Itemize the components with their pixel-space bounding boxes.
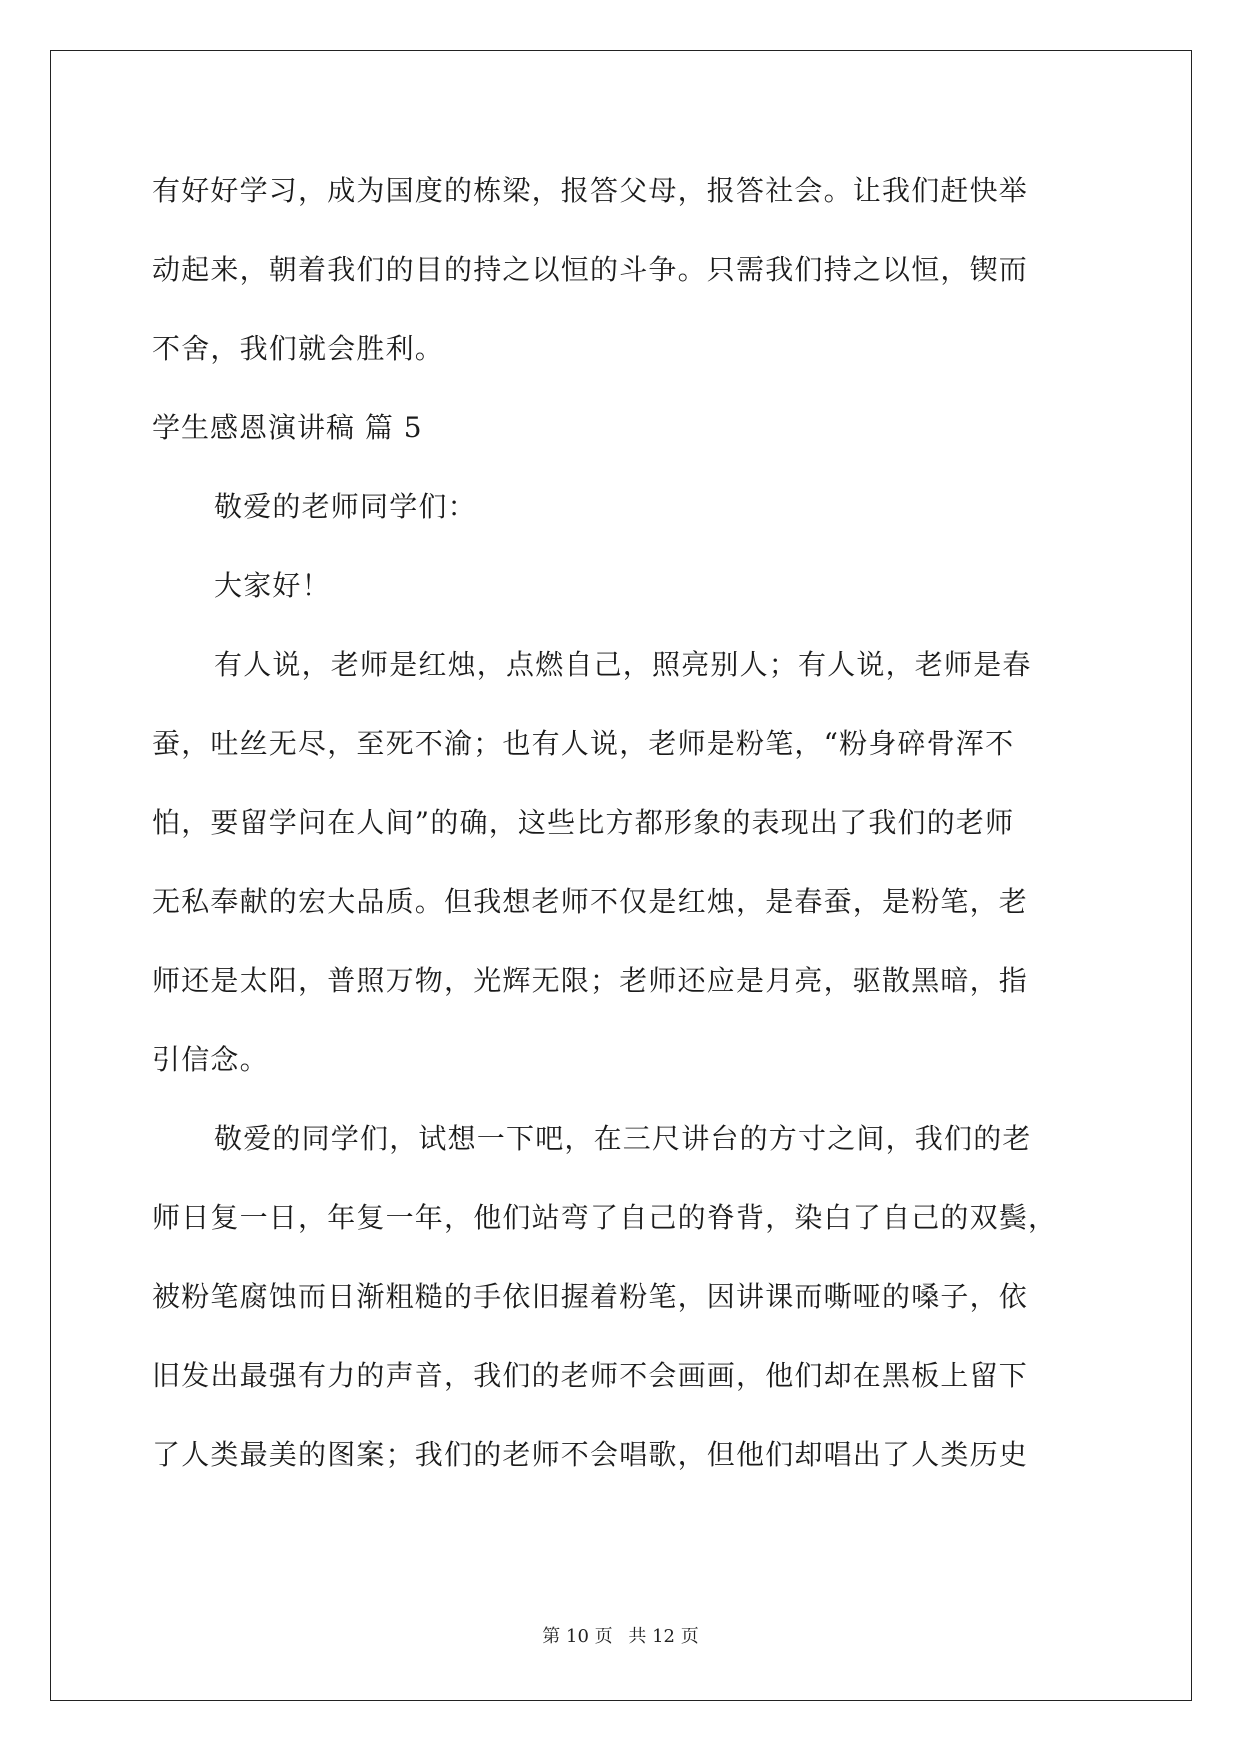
page-number: 第 10 页 xyxy=(542,1626,613,1647)
section-heading: 学生感恩演讲稿 篇 5 xyxy=(152,411,423,444)
body-line: 敬爱的同学们，试想一下吧，在三尺讲台的方寸之间，我们的老 xyxy=(214,1122,1032,1155)
salutation: 敬爱的老师同学们： xyxy=(214,490,477,523)
body-line: 不舍，我们就会胜利。 xyxy=(152,332,445,365)
body-line: 旧发出最强有力的声音，我们的老师不会画画，他们却在黑板上留下 xyxy=(152,1359,1029,1392)
body-line: 了人类最美的图案；我们的老师不会唱歌，但他们却唱出了人类历史 xyxy=(152,1438,1029,1471)
page-footer xyxy=(0,1622,1241,1648)
body-line: 动起来，朝着我们的目的持之以恒的斗争。只需我们持之以恒，锲而 xyxy=(152,253,1029,286)
body-line: 引信念。 xyxy=(152,1043,269,1076)
document-body xyxy=(152,165,1092,1508)
body-line: 怕，要留学问在人间”的确，这些比方都形象的表现出了我们的老师 xyxy=(152,806,1015,839)
body-line: 有人说，老师是红烛，点燃自己，照亮别人；有人说，老师是春 xyxy=(214,648,1032,681)
body-line: 有好好学习，成为国度的栋梁，报答父母，报答社会。让我们赶快举 xyxy=(152,174,1029,207)
body-line: 被粉笔腐蚀而日渐粗糙的手依旧握着粉笔，因讲课而嘶哑的嗓子，依 xyxy=(152,1280,1029,1313)
page-total: 共 12 页 xyxy=(628,1626,699,1647)
body-line: 无私奉献的宏大品质。但我想老师不仅是红烛，是春蚕，是粉笔，老 xyxy=(152,885,1029,918)
greeting: 大家好！ xyxy=(214,569,331,602)
body-line: 师日复一日，年复一年，他们站弯了自己的脊背，染白了自己的双鬓， xyxy=(152,1201,1058,1234)
body-line: 蚕，吐丝无尽，至死不渝；也有人说，老师是粉笔，“粉身碎骨浑不 xyxy=(152,727,1015,760)
body-line: 师还是太阳，普照万物，光辉无限；老师还应是月亮，驱散黑暗，指 xyxy=(152,964,1029,997)
